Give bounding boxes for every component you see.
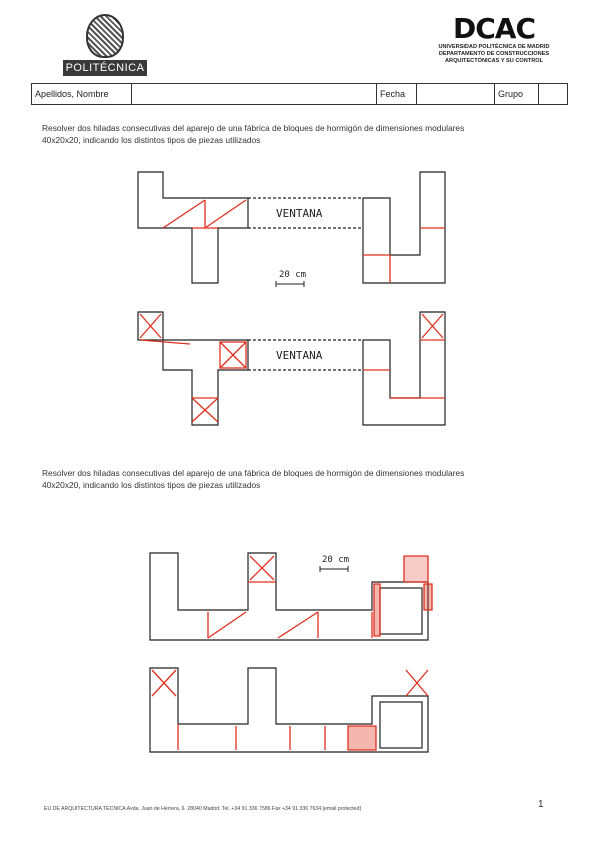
exercise1-course1-wall — [138, 172, 445, 283]
dept-line-2: DEPARTAMENTO DE CONSTRUCCIONES — [438, 51, 550, 57]
exercise1-line2: 40x20x20, indicando los distintos tipos de piezas utilizados — [42, 135, 261, 145]
university-banner: POLITÉCNICA — [63, 60, 147, 76]
page-number: 1 — [538, 799, 544, 810]
group-label: Grupo — [495, 84, 539, 104]
window-label-2: VENTANA — [276, 349, 323, 362]
exercise2-line2: 40x20x20, indicando los distintos tipos de piezas utilizados — [42, 480, 261, 490]
date-label: Fecha — [377, 84, 417, 104]
exercise2-line1: Resolver dos hiladas consecutivas del aparejo de una fábrica de bloques de hormigón de dimensiones modulares — [42, 468, 465, 478]
exercise2-course1-wall — [150, 553, 428, 640]
exercise1-course2-red — [140, 314, 445, 422]
exercise1-course2-wall — [138, 312, 445, 425]
dept-line-3: ARQUITECTÓNICAS Y SU CONTROL — [445, 58, 543, 64]
exercise2-course2-wall — [150, 668, 428, 752]
exercise2-course2-red — [152, 670, 428, 750]
exercise2-scale-bar — [320, 566, 348, 572]
footer-text: EU DE ARQUITECTURA TÉCNICA Avda. Juan de Herrera, 6. 28040 Madrid. Tel. +34 91 336 7586 Fax +34 91 336 7634 [email protected] — [44, 806, 361, 812]
name-label: Apellidos, Nombre — [32, 84, 132, 104]
exercise1-line1: Resolver dos hiladas consecutivas del aparejo de una fábrica de bloques de hormigón de dimensiones modulares — [42, 123, 465, 133]
scale-label-1: 20 cm — [279, 270, 307, 280]
scale-label-2: 20 cm — [322, 555, 350, 565]
exercise1-scale-bar — [276, 281, 304, 287]
dept-line-1: UNIVERSIDAD POLITÉCNICA DE MADRID — [438, 44, 550, 50]
window-label-1: VENTANA — [276, 207, 323, 220]
dcac-logo-text: DCAC — [452, 12, 535, 45]
